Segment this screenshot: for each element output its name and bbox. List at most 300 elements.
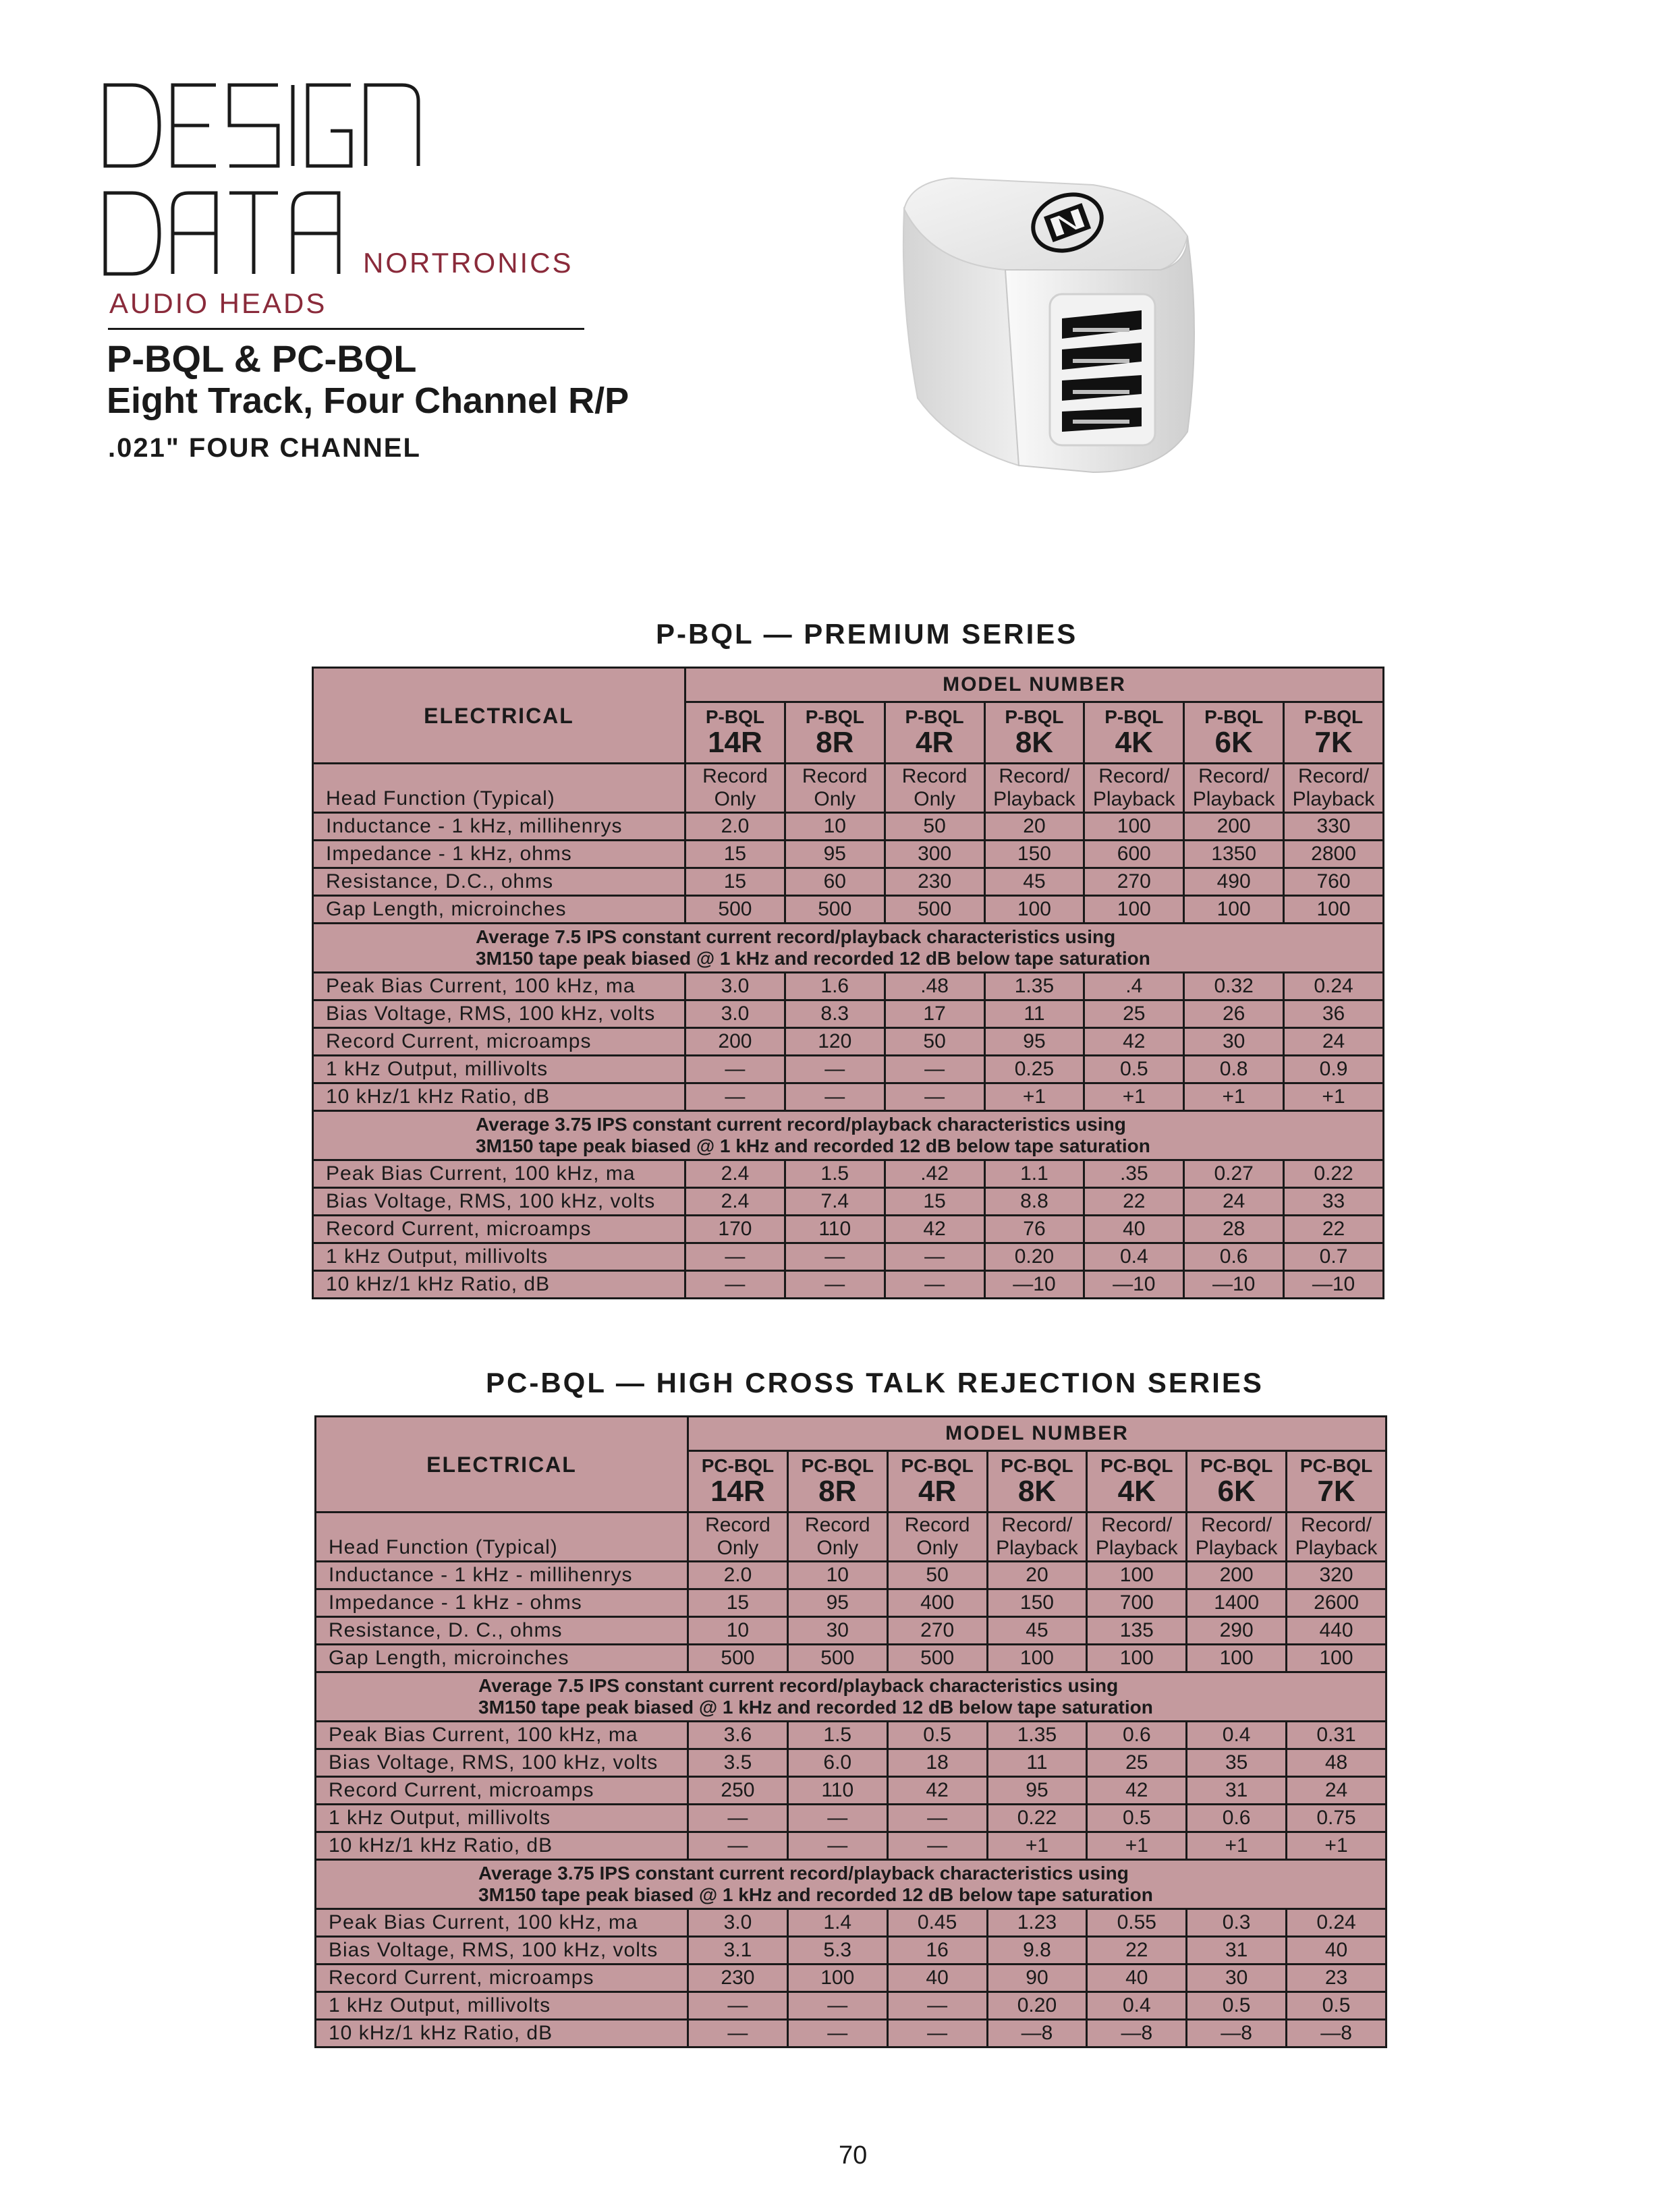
model-cell bbox=[1184, 702, 1284, 764]
brand-name: NORTRONICS bbox=[363, 247, 573, 279]
value-cell: 0.24 bbox=[1284, 973, 1384, 1000]
category-label: AUDIO HEADS bbox=[109, 287, 327, 319]
value-cell: 490 bbox=[1184, 868, 1284, 896]
model-cell bbox=[785, 702, 885, 764]
row-label: Impedance - 1 kHz, ohms bbox=[313, 841, 685, 868]
function-text: Playback bbox=[1292, 788, 1375, 810]
value-cell: 10 bbox=[787, 1562, 887, 1589]
table-row bbox=[313, 1160, 1384, 1188]
table-row bbox=[316, 1645, 1387, 1672]
row-label: Head Function (Typical) bbox=[313, 764, 685, 813]
table-row bbox=[313, 1056, 1384, 1083]
row-label: Bias Voltage, RMS, 100 kHz, volts bbox=[316, 1937, 688, 1965]
function-text: Playback bbox=[1095, 1537, 1178, 1559]
table-row bbox=[313, 1243, 1384, 1271]
row-label: Head Function (Typical) bbox=[316, 1513, 688, 1562]
value-cell: 200 bbox=[1184, 813, 1284, 841]
value-cell: 45 bbox=[987, 1617, 1087, 1645]
spec-line: .021" FOUR CHANNEL bbox=[108, 433, 421, 463]
table-row bbox=[316, 1805, 1387, 1832]
value-cell: 3.1 bbox=[688, 1937, 788, 1965]
table-row bbox=[313, 1271, 1384, 1299]
value-cell: 440 bbox=[1287, 1617, 1387, 1645]
value-cell: 1.5 bbox=[787, 1722, 887, 1749]
function-text: Only bbox=[714, 788, 756, 810]
function-cell bbox=[1184, 764, 1284, 813]
model-number: 7K bbox=[1314, 726, 1353, 759]
model-prefix: P-BQL bbox=[805, 706, 864, 727]
header-row bbox=[316, 1417, 1387, 1451]
row-label: 10 kHz/1 kHz Ratio, dB bbox=[313, 1083, 685, 1111]
value-cell: +1 bbox=[987, 1832, 1087, 1860]
value-cell: 90 bbox=[987, 1965, 1087, 1992]
row-label: 1 kHz Output, millivolts bbox=[316, 1992, 688, 2020]
value-cell: 230 bbox=[688, 1965, 788, 1992]
row-label: Bias Voltage, RMS, 100 kHz, volts bbox=[313, 1000, 685, 1028]
note-line: Average 3.75 IPS constant current record/playback characteristics using bbox=[478, 1863, 1129, 1884]
model-cell bbox=[1087, 1451, 1187, 1513]
table-row bbox=[316, 1909, 1387, 1937]
model-number: 6K bbox=[1214, 726, 1253, 759]
row-label: Record Current, microamps bbox=[316, 1965, 688, 1992]
value-cell: 500 bbox=[887, 1645, 987, 1672]
function-text: Only bbox=[914, 788, 955, 810]
note-line: Average 7.5 IPS constant current record/playback characteristics using bbox=[478, 1675, 1119, 1696]
value-cell: 3.0 bbox=[685, 973, 785, 1000]
value-cell: 42 bbox=[1084, 1028, 1184, 1056]
value-cell: 95 bbox=[785, 841, 885, 868]
value-cell: 25 bbox=[1087, 1749, 1187, 1777]
head-function-row bbox=[313, 764, 1384, 813]
value-cell: — bbox=[885, 1056, 984, 1083]
row-label: Peak Bias Current, 100 kHz, ma bbox=[313, 1160, 685, 1188]
value-cell: 0.5 bbox=[1087, 1805, 1187, 1832]
value-cell: 30 bbox=[1184, 1028, 1284, 1056]
value-cell: 24 bbox=[1287, 1777, 1387, 1805]
value-cell: +1 bbox=[984, 1083, 1084, 1111]
model-prefix: P-BQL bbox=[905, 706, 964, 727]
model-prefix: P-BQL bbox=[1304, 706, 1364, 727]
value-cell: 15 bbox=[685, 868, 785, 896]
function-text: Only bbox=[816, 1537, 859, 1559]
value-cell: 330 bbox=[1284, 813, 1384, 841]
function-text: Record bbox=[802, 765, 868, 787]
table-row bbox=[316, 1777, 1387, 1805]
value-cell: 2.4 bbox=[685, 1160, 785, 1188]
row-label: 1 kHz Output, millivolts bbox=[316, 1805, 688, 1832]
value-cell: 24 bbox=[1184, 1188, 1284, 1216]
value-cell: 0.75 bbox=[1287, 1805, 1387, 1832]
value-cell: 0.8 bbox=[1184, 1056, 1284, 1083]
model-cell bbox=[885, 702, 984, 764]
value-cell: +1 bbox=[1184, 1083, 1284, 1111]
value-cell: 760 bbox=[1284, 868, 1384, 896]
value-cell: 0.5 bbox=[887, 1722, 987, 1749]
value-cell: 120 bbox=[785, 1028, 885, 1056]
page-number: 70 bbox=[839, 2141, 868, 2170]
value-cell: 0.20 bbox=[984, 1243, 1084, 1271]
value-cell: 1.35 bbox=[987, 1722, 1087, 1749]
note-line: 3M150 tape peak biased @ 1 kHz and recorded 12 dB below tape saturation bbox=[478, 1884, 1153, 1905]
value-cell: 8.8 bbox=[984, 1188, 1084, 1216]
table-row bbox=[316, 1832, 1387, 1860]
function-cell bbox=[987, 1513, 1087, 1562]
value-cell: — bbox=[885, 1271, 984, 1299]
value-cell: — bbox=[887, 2020, 987, 2047]
row-label: Record Current, microamps bbox=[313, 1028, 685, 1056]
model-number: 14R bbox=[708, 726, 762, 759]
table-row bbox=[313, 1216, 1384, 1243]
value-cell: 0.32 bbox=[1184, 973, 1284, 1000]
row-label: Resistance, D.C., ohms bbox=[313, 868, 685, 896]
value-cell: — bbox=[685, 1083, 785, 1111]
value-cell: 20 bbox=[987, 1562, 1087, 1589]
note-line: 3M150 tape peak biased @ 1 kHz and recorded 12 dB below tape saturation bbox=[476, 1135, 1150, 1156]
table-row bbox=[316, 1617, 1387, 1645]
model-cell bbox=[987, 1451, 1087, 1513]
value-cell: 24 bbox=[1284, 1028, 1384, 1056]
value-cell: 2.0 bbox=[688, 1562, 788, 1589]
value-cell: 95 bbox=[787, 1589, 887, 1617]
value-cell: 22 bbox=[1087, 1937, 1187, 1965]
value-cell: 500 bbox=[785, 896, 885, 924]
function-text: Record bbox=[904, 1514, 970, 1536]
value-cell: 3.6 bbox=[688, 1722, 788, 1749]
value-cell: —10 bbox=[1084, 1271, 1184, 1299]
value-cell: +1 bbox=[1284, 1083, 1384, 1111]
value-cell: 135 bbox=[1087, 1617, 1187, 1645]
function-cell bbox=[1284, 764, 1384, 813]
value-cell: +1 bbox=[1187, 1832, 1287, 1860]
value-cell: 22 bbox=[1084, 1188, 1184, 1216]
function-text: Record bbox=[702, 765, 768, 787]
value-cell: 0.22 bbox=[987, 1805, 1087, 1832]
value-cell: .4 bbox=[1084, 973, 1184, 1000]
value-cell: —10 bbox=[984, 1271, 1084, 1299]
test-condition-note bbox=[313, 1111, 1384, 1160]
function-text: Record/ bbox=[1101, 1514, 1173, 1536]
value-cell: — bbox=[887, 1992, 987, 2020]
row-label: Gap Length, microinches bbox=[316, 1645, 688, 1672]
model-cell bbox=[984, 702, 1084, 764]
cross-talk-series-table bbox=[314, 1415, 1387, 2048]
function-text: Record/ bbox=[1098, 765, 1170, 787]
table-row bbox=[316, 1722, 1387, 1749]
function-text: Record/ bbox=[1001, 1514, 1073, 1536]
model-cell bbox=[787, 1451, 887, 1513]
value-cell: 0.3 bbox=[1187, 1909, 1287, 1937]
value-cell: 100 bbox=[1087, 1562, 1187, 1589]
value-cell: 100 bbox=[1084, 813, 1184, 841]
row-label: Gap Length, microinches bbox=[313, 896, 685, 924]
function-text: Record/ bbox=[1201, 1514, 1272, 1536]
value-cell: — bbox=[785, 1083, 885, 1111]
row-label: Peak Bias Current, 100 kHz, ma bbox=[316, 1722, 688, 1749]
model-prefix: P-BQL bbox=[705, 706, 764, 727]
premium-series-table bbox=[312, 667, 1384, 1299]
value-cell: .42 bbox=[885, 1160, 984, 1188]
value-cell: 1.23 bbox=[987, 1909, 1087, 1937]
value-cell: 0.6 bbox=[1187, 1805, 1287, 1832]
value-cell: — bbox=[688, 1805, 788, 1832]
value-cell: 0.25 bbox=[984, 1056, 1084, 1083]
value-cell: 600 bbox=[1084, 841, 1184, 868]
model-number: 4R bbox=[918, 1475, 957, 1508]
value-cell: 15 bbox=[885, 1188, 984, 1216]
value-cell: 0.7 bbox=[1284, 1243, 1384, 1271]
function-cell bbox=[685, 764, 785, 813]
row-label: Inductance - 1 kHz, millihenrys bbox=[313, 813, 685, 841]
test-condition-note bbox=[316, 1672, 1387, 1722]
value-cell: 150 bbox=[987, 1589, 1087, 1617]
value-cell: 15 bbox=[688, 1589, 788, 1617]
value-cell: —8 bbox=[1287, 2020, 1387, 2047]
value-cell: — bbox=[787, 1832, 887, 1860]
table-row bbox=[316, 1749, 1387, 1777]
value-cell: 30 bbox=[787, 1617, 887, 1645]
table-row bbox=[316, 1965, 1387, 1992]
value-cell: — bbox=[887, 1832, 987, 1860]
function-text: Record bbox=[804, 1514, 870, 1536]
value-cell: 25 bbox=[1084, 1000, 1184, 1028]
value-cell: — bbox=[885, 1083, 984, 1111]
table-row bbox=[313, 868, 1384, 896]
premium-series-title: P-BQL — PREMIUM SERIES bbox=[656, 618, 1078, 650]
model-prefix: PC-BQL bbox=[1200, 1455, 1273, 1476]
model-prefix: P-BQL bbox=[1005, 706, 1064, 727]
value-cell: 500 bbox=[787, 1645, 887, 1672]
value-cell: 300 bbox=[885, 841, 984, 868]
test-condition-row bbox=[316, 1672, 1387, 1722]
model-number: 4R bbox=[915, 726, 954, 759]
value-cell: 11 bbox=[987, 1749, 1087, 1777]
function-text: Only bbox=[814, 788, 856, 810]
value-cell: 16 bbox=[887, 1937, 987, 1965]
value-cell: 40 bbox=[887, 1965, 987, 1992]
table-row bbox=[313, 1083, 1384, 1111]
value-cell: 95 bbox=[984, 1028, 1084, 1056]
header-row bbox=[313, 668, 1384, 702]
value-cell: 50 bbox=[885, 1028, 984, 1056]
row-label: 1 kHz Output, millivolts bbox=[313, 1056, 685, 1083]
value-cell: 42 bbox=[887, 1777, 987, 1805]
value-cell: 110 bbox=[785, 1216, 885, 1243]
value-cell: 200 bbox=[1187, 1562, 1287, 1589]
model-number: 8K bbox=[1017, 1475, 1057, 1508]
row-label: Inductance - 1 kHz - millihenrys bbox=[316, 1562, 688, 1589]
value-cell: 170 bbox=[685, 1216, 785, 1243]
value-cell: 22 bbox=[1284, 1216, 1384, 1243]
model-prefix: P-BQL bbox=[1204, 706, 1264, 727]
model-number: 8R bbox=[818, 1475, 857, 1508]
function-cell bbox=[787, 1513, 887, 1562]
value-cell: 2800 bbox=[1284, 841, 1384, 868]
value-cell: +1 bbox=[1084, 1083, 1184, 1111]
table-row bbox=[313, 896, 1384, 924]
model-prefix: PC-BQL bbox=[801, 1455, 874, 1476]
value-cell: 30 bbox=[1187, 1965, 1287, 1992]
value-cell: 5.3 bbox=[787, 1937, 887, 1965]
value-cell: — bbox=[688, 1832, 788, 1860]
value-cell: 270 bbox=[887, 1617, 987, 1645]
value-cell: 10 bbox=[785, 813, 885, 841]
value-cell: 100 bbox=[1284, 896, 1384, 924]
model-number-header: MODEL NUMBER bbox=[688, 1417, 1387, 1451]
value-cell: 0.5 bbox=[1187, 1992, 1287, 2020]
test-condition-row bbox=[316, 1860, 1387, 1909]
value-cell: 0.22 bbox=[1284, 1160, 1384, 1188]
row-label: 10 kHz/1 kHz Ratio, dB bbox=[316, 1832, 688, 1860]
value-cell: .35 bbox=[1084, 1160, 1184, 1188]
function-text: Playback bbox=[996, 1537, 1078, 1559]
model-cell bbox=[1084, 702, 1184, 764]
row-label: 10 kHz/1 kHz Ratio, dB bbox=[316, 2020, 688, 2047]
value-cell: — bbox=[787, 1992, 887, 2020]
value-cell: 100 bbox=[1287, 1645, 1387, 1672]
row-label: Resistance, D. C., ohms bbox=[316, 1617, 688, 1645]
value-cell: 700 bbox=[1087, 1589, 1187, 1617]
value-cell: 76 bbox=[984, 1216, 1084, 1243]
value-cell: 31 bbox=[1187, 1937, 1287, 1965]
model-cell bbox=[688, 1451, 788, 1513]
electrical-header: ELECTRICAL bbox=[313, 668, 685, 764]
function-text: Record/ bbox=[1301, 1514, 1372, 1536]
header-divider bbox=[108, 328, 584, 330]
model-cell bbox=[1187, 1451, 1287, 1513]
function-text: Playback bbox=[1295, 1537, 1378, 1559]
row-label: Peak Bias Current, 100 kHz, ma bbox=[313, 973, 685, 1000]
test-condition-row bbox=[313, 1111, 1384, 1160]
model-cell bbox=[685, 702, 785, 764]
value-cell: — bbox=[785, 1056, 885, 1083]
value-cell: — bbox=[885, 1243, 984, 1271]
value-cell: — bbox=[887, 1805, 987, 1832]
value-cell: 45 bbox=[984, 868, 1084, 896]
value-cell: 290 bbox=[1187, 1617, 1287, 1645]
electrical-header: ELECTRICAL bbox=[316, 1417, 688, 1513]
head-function-row bbox=[316, 1513, 1387, 1562]
value-cell: —10 bbox=[1184, 1271, 1284, 1299]
model-number: 4K bbox=[1115, 726, 1153, 759]
value-cell: 100 bbox=[987, 1645, 1087, 1672]
function-text: Only bbox=[717, 1537, 759, 1559]
value-cell: 0.4 bbox=[1187, 1722, 1287, 1749]
model-number: 8K bbox=[1015, 726, 1054, 759]
note-line: 3M150 tape peak biased @ 1 kHz and recorded 12 dB below tape saturation bbox=[476, 948, 1150, 969]
value-cell: 1400 bbox=[1187, 1589, 1287, 1617]
value-cell: 2600 bbox=[1287, 1589, 1387, 1617]
value-cell: .48 bbox=[885, 973, 984, 1000]
value-cell: 400 bbox=[887, 1589, 987, 1617]
function-text: Playback bbox=[1192, 788, 1275, 810]
value-cell: 9.8 bbox=[987, 1937, 1087, 1965]
table-row bbox=[316, 2020, 1387, 2047]
audio-head-cube-photo bbox=[891, 169, 1214, 492]
function-cell bbox=[785, 764, 885, 813]
model-cell bbox=[1284, 702, 1384, 764]
value-cell: 1350 bbox=[1184, 841, 1284, 868]
value-cell: 1.4 bbox=[787, 1909, 887, 1937]
note-line: 3M150 tape peak biased @ 1 kHz and recorded 12 dB below tape saturation bbox=[478, 1697, 1153, 1718]
function-text: Record bbox=[705, 1514, 771, 1536]
value-cell: 0.4 bbox=[1087, 1992, 1187, 2020]
model-prefix: PC-BQL bbox=[1001, 1455, 1073, 1476]
value-cell: 500 bbox=[688, 1645, 788, 1672]
value-cell: 1.6 bbox=[785, 973, 885, 1000]
value-cell: 17 bbox=[885, 1000, 984, 1028]
value-cell: 50 bbox=[885, 813, 984, 841]
value-cell: 0.6 bbox=[1087, 1722, 1187, 1749]
value-cell: 270 bbox=[1084, 868, 1184, 896]
value-cell: 2.4 bbox=[685, 1188, 785, 1216]
value-cell: — bbox=[785, 1271, 885, 1299]
value-cell: 3.0 bbox=[685, 1000, 785, 1028]
value-cell: +1 bbox=[1087, 1832, 1187, 1860]
value-cell: 42 bbox=[1087, 1777, 1187, 1805]
row-label: 1 kHz Output, millivolts bbox=[313, 1243, 685, 1271]
value-cell: 230 bbox=[885, 868, 984, 896]
value-cell: —10 bbox=[1284, 1271, 1384, 1299]
value-cell: — bbox=[787, 2020, 887, 2047]
value-cell: — bbox=[688, 2020, 788, 2047]
value-cell: 250 bbox=[688, 1777, 788, 1805]
cross-talk-series-title: PC-BQL — HIGH CROSS TALK REJECTION SERIES bbox=[486, 1367, 1264, 1398]
value-cell: 6.0 bbox=[787, 1749, 887, 1777]
function-text: Playback bbox=[993, 788, 1075, 810]
value-cell: 60 bbox=[785, 868, 885, 896]
value-cell: 0.45 bbox=[887, 1909, 987, 1937]
value-cell: 95 bbox=[987, 1777, 1087, 1805]
value-cell: 320 bbox=[1287, 1562, 1387, 1589]
function-text: Record/ bbox=[999, 765, 1070, 787]
value-cell: —8 bbox=[1187, 2020, 1287, 2047]
function-text: Record/ bbox=[1198, 765, 1270, 787]
value-cell: — bbox=[685, 1271, 785, 1299]
value-cell: 42 bbox=[885, 1216, 984, 1243]
model-number: 6K bbox=[1217, 1475, 1256, 1508]
function-cell bbox=[1084, 764, 1184, 813]
value-cell: 10 bbox=[688, 1617, 788, 1645]
model-title: P-BQL & PC-BQL bbox=[107, 337, 417, 380]
function-text: Record bbox=[901, 765, 968, 787]
table-row bbox=[313, 1000, 1384, 1028]
value-cell: — bbox=[785, 1243, 885, 1271]
value-cell: 31 bbox=[1187, 1777, 1287, 1805]
row-label: Peak Bias Current, 100 kHz, ma bbox=[316, 1909, 688, 1937]
value-cell: 1.1 bbox=[984, 1160, 1084, 1188]
function-cell bbox=[1287, 1513, 1387, 1562]
value-cell: 0.6 bbox=[1184, 1243, 1284, 1271]
model-subtitle: Eight Track, Four Channel R/P bbox=[107, 380, 629, 421]
row-label: Bias Voltage, RMS, 100 kHz, volts bbox=[313, 1188, 685, 1216]
value-cell: 20 bbox=[984, 813, 1084, 841]
value-cell: 40 bbox=[1287, 1937, 1387, 1965]
value-cell: 150 bbox=[984, 841, 1084, 868]
model-prefix: PC-BQL bbox=[1299, 1455, 1373, 1476]
value-cell: 0.5 bbox=[1287, 1992, 1387, 2020]
note-line: Average 7.5 IPS constant current record/playback characteristics using bbox=[476, 926, 1116, 947]
test-condition-note bbox=[316, 1860, 1387, 1909]
value-cell: 500 bbox=[885, 896, 984, 924]
value-cell: 1.5 bbox=[785, 1160, 885, 1188]
function-text: Playback bbox=[1195, 1537, 1278, 1559]
model-number: 14R bbox=[710, 1475, 765, 1508]
model-prefix: PC-BQL bbox=[701, 1455, 775, 1476]
value-cell: 18 bbox=[887, 1749, 987, 1777]
value-cell: 23 bbox=[1287, 1965, 1387, 1992]
table-row bbox=[313, 1188, 1384, 1216]
value-cell: —8 bbox=[1087, 2020, 1187, 2047]
